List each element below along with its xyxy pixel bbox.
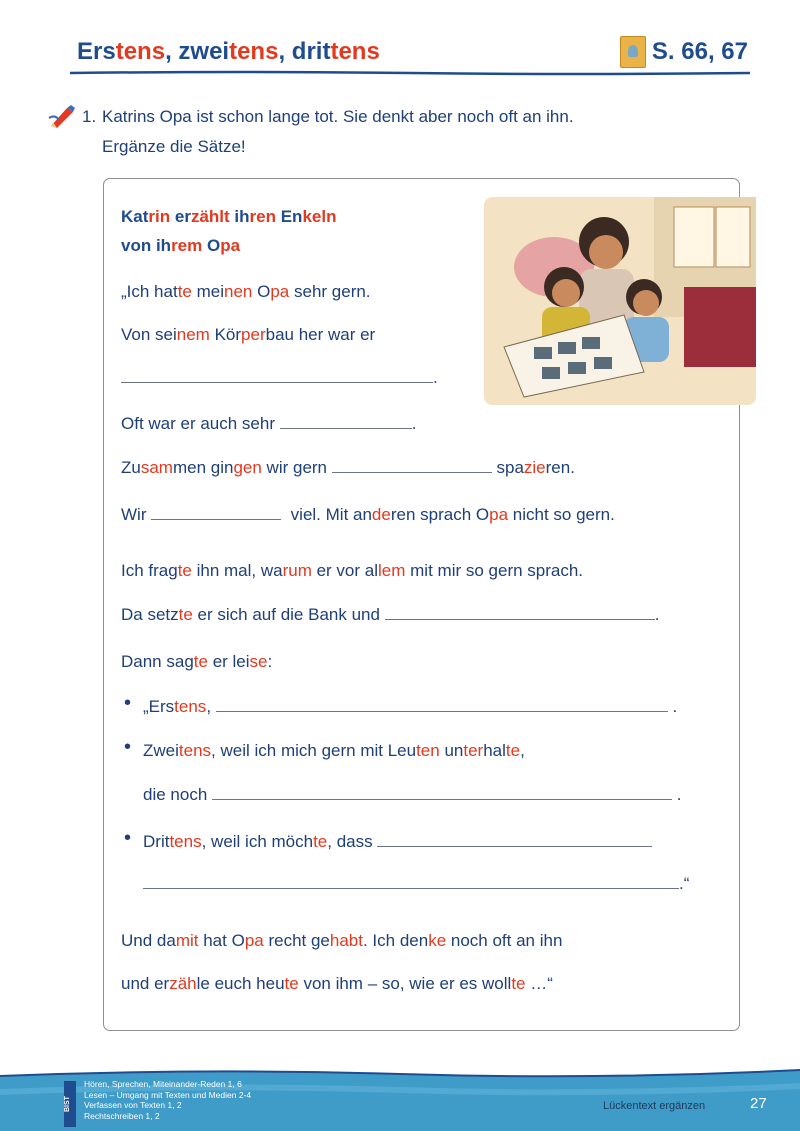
gap-field[interactable]: [332, 458, 492, 473]
page-number: 27: [750, 1095, 767, 1112]
task-number: 1.: [82, 107, 97, 126]
bullet-point: •: [124, 827, 132, 849]
gap-field[interactable]: [151, 505, 281, 520]
bullet-3: Drittens, weil ich möchte, dass: [143, 832, 652, 852]
bullet-2: Zweitens, weil ich mich gern mit Leuten unterhalte,: [143, 741, 525, 760]
gap-field[interactable]: [216, 697, 668, 712]
competence-item: Rechtschreiben 1, 2: [84, 1110, 160, 1121]
gap-field[interactable]: [212, 785, 672, 800]
task-type-label: Lückentext ergänzen: [603, 1100, 706, 1112]
gap-field[interactable]: [385, 605, 655, 620]
story-line-2: Von seinem Körperbau her war er: [121, 325, 376, 344]
pencil-icon: [47, 104, 77, 130]
bullet-point: •: [124, 736, 132, 758]
gap-field[interactable]: [280, 414, 412, 429]
story-line-6: Wir viel. Mit anderen sprach Opa nicht so gern.: [121, 505, 615, 524]
bullet-point: •: [124, 692, 132, 714]
story-line-4: Oft war er auch sehr .: [121, 414, 417, 433]
story-line-8: Da setzte er sich auf die Bank und .: [121, 605, 660, 624]
competence-list: [84, 1079, 251, 1121]
story-line-9: Dann sagte er leise:: [121, 652, 273, 671]
gap-field[interactable]: [377, 832, 652, 847]
story-line-11: und erzähle euch heute von ihm – so, wie er es wollte …“: [121, 974, 553, 993]
bist-badge: BIST: [64, 1081, 76, 1127]
story-line-1: „Ich hatte meinen Opa sehr gern.: [121, 282, 371, 301]
story-line-10: Und damit hat Opa recht gehabt. Ich denke noch oft an ihn: [121, 931, 563, 950]
competence-item: Hören, Sprechen, Miteinander-Reden 1, 6: [84, 1079, 242, 1089]
bullet-2-continued: die noch .: [143, 785, 682, 804]
story-line-3: .: [121, 368, 438, 388]
page-reference: S. 66, 67: [651, 38, 748, 65]
gap-field[interactable]: [121, 368, 433, 383]
story-heading: Katrin erzählt ihren Enkeln von ihrem Opa: [121, 207, 337, 255]
competence-item: Verfassen von Texten 1, 2: [84, 1100, 182, 1110]
gap-field[interactable]: [143, 874, 679, 889]
bullet-3-continued: .“: [143, 874, 689, 894]
competence-item: Lesen – Umgang mit Texten und Medien 2-4: [84, 1089, 252, 1100]
title-underline: [70, 70, 750, 76]
story-line-5: Zusammen gingen wir gern spazieren.: [121, 458, 575, 477]
book-icon: [620, 36, 646, 68]
bullet-1: „Erstens, .: [143, 697, 678, 716]
grandmother-reading-illustration: [484, 197, 756, 405]
task-instruction: [82, 102, 574, 162]
task-line-1: Katrins Opa ist schon lange tot. Sie denkt aber noch oft an ihn.: [102, 107, 574, 126]
page-title: Erstens, zweitens, drittens: [77, 38, 380, 65]
task-line-2: Ergänze die Sätze!: [102, 137, 246, 156]
story-line-7: Ich fragte ihn mal, warum er vor allem mit mir so gern sprach.: [121, 561, 584, 580]
